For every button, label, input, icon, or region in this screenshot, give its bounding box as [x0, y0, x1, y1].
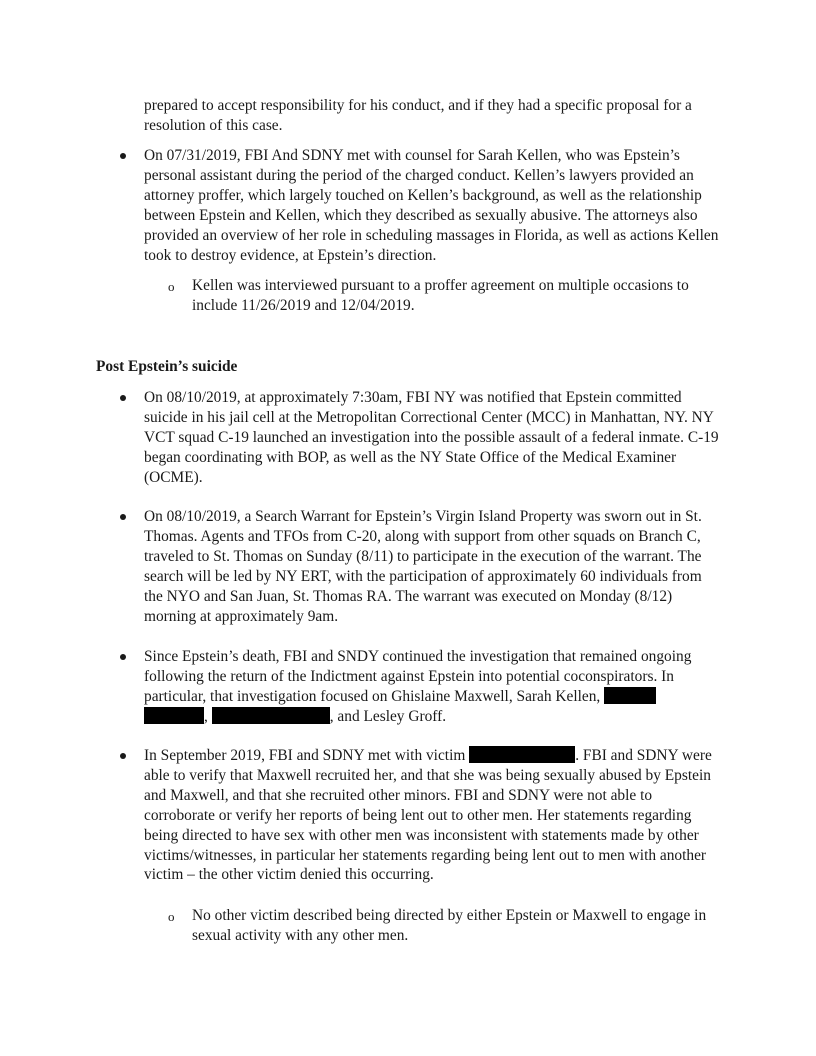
list-separator: , [204, 707, 208, 725]
kellen-meeting-paragraph: On 07/31/2019, FBI And SDNY met with counsel for Sarah Kellen, who was Epstein’s personal assistant during the period of the charged conduct. Kellen’s lawyers provided an attorney proffer, which largely touched on Kellen’s background, as well as the relationship between Epstein and Kellen, which they described as sexually abusive. The attorneys also provided an overview of her role in scheduling massages in Florida, as well as actions Kellen took to destroy evidence, at Epstein’s direction. [144, 147, 719, 264]
victim-subitem: No other victim described being directed by either Epstein or Maxwell to engage in sexual activity with any other men. [192, 907, 707, 944]
victim-text: . FBI and SDNY were able to verify that Maxwell recruited her, and that she was being sexually abused by Epstein and Maxwell, and that she recruited other minors. FBI and SDNY were not able to corroborate or verify her reports of being lent out to other men. Her statements regarding being directed to have sex with other men was inconsistent with statements made by other victims/witnesses, in particular her statements regarding being lent out to men with another victim – the other victim denied this occurring. [144, 747, 712, 884]
sub-bullet-marker: o [168, 279, 175, 294]
victim-prefix: In September 2019, FBI and SDNY met with victim [144, 747, 466, 764]
investigation-paragraph [144, 647, 722, 727]
bullet-marker [120, 753, 126, 759]
continued-paragraph: prepared to accept responsibility for his conduct, and if they had a specific proposal for a resolution of this case. [144, 97, 692, 134]
redaction-box [604, 687, 656, 704]
notification-paragraph: On 08/10/2019, at approximately 7:30am, FBI NY was notified that Epstein committed suicide in his jail cell at the Metropolitan Correctional Center (MCC) in Manhattan, NY. NY VCT squad C-19 launched an investigation into the possible assault of a federal inmate. C-19 began coordinating with BOP, as well as the NY State Office of the Medical Examiner (OCME). [144, 389, 719, 486]
redaction-box [212, 707, 330, 724]
kellen-interview-subitem: Kellen was interviewed pursuant to a proffer agreement on multiple occasions to include 11/26/2019 and 12/04/2019. [192, 277, 689, 314]
bullet-marker [120, 514, 126, 520]
investigation-tail: , and Lesley Groff. [329, 707, 447, 725]
search-warrant-paragraph: On 08/10/2019, a Search Warrant for Epstein’s Virgin Island Property was sworn out in St. Thomas. Agents and TFOs from C-20, along with support from other squads on Branch C, traveled to St. Thomas on Sunday (8/11) to participate in the execution of the warrant. The search will be led by NY ERT, with the participation of approximately 60 individuals from the NYO and San Juan, St. Thomas RA. The warrant was executed on Monday (8/12) morning at approximately 9am. [144, 508, 702, 625]
sub-bullet-marker: o [168, 909, 175, 924]
redaction-box [144, 707, 204, 724]
bullet-marker [120, 153, 126, 159]
redaction-box [469, 746, 575, 763]
bullet-marker [120, 395, 126, 401]
section-heading: Post Epstein’s suicide [96, 358, 238, 375]
bullet-marker [120, 654, 126, 660]
victim-paragraph [144, 746, 724, 885]
investigation-text: Since Epstein’s death, FBI and SNDY continued the investigation that remained ongoing following the return of the Indictment against Epstein into potential coconspirators. In particular, that investigation focused on Ghislaine Maxwell, Sarah Kellen, [144, 648, 692, 705]
